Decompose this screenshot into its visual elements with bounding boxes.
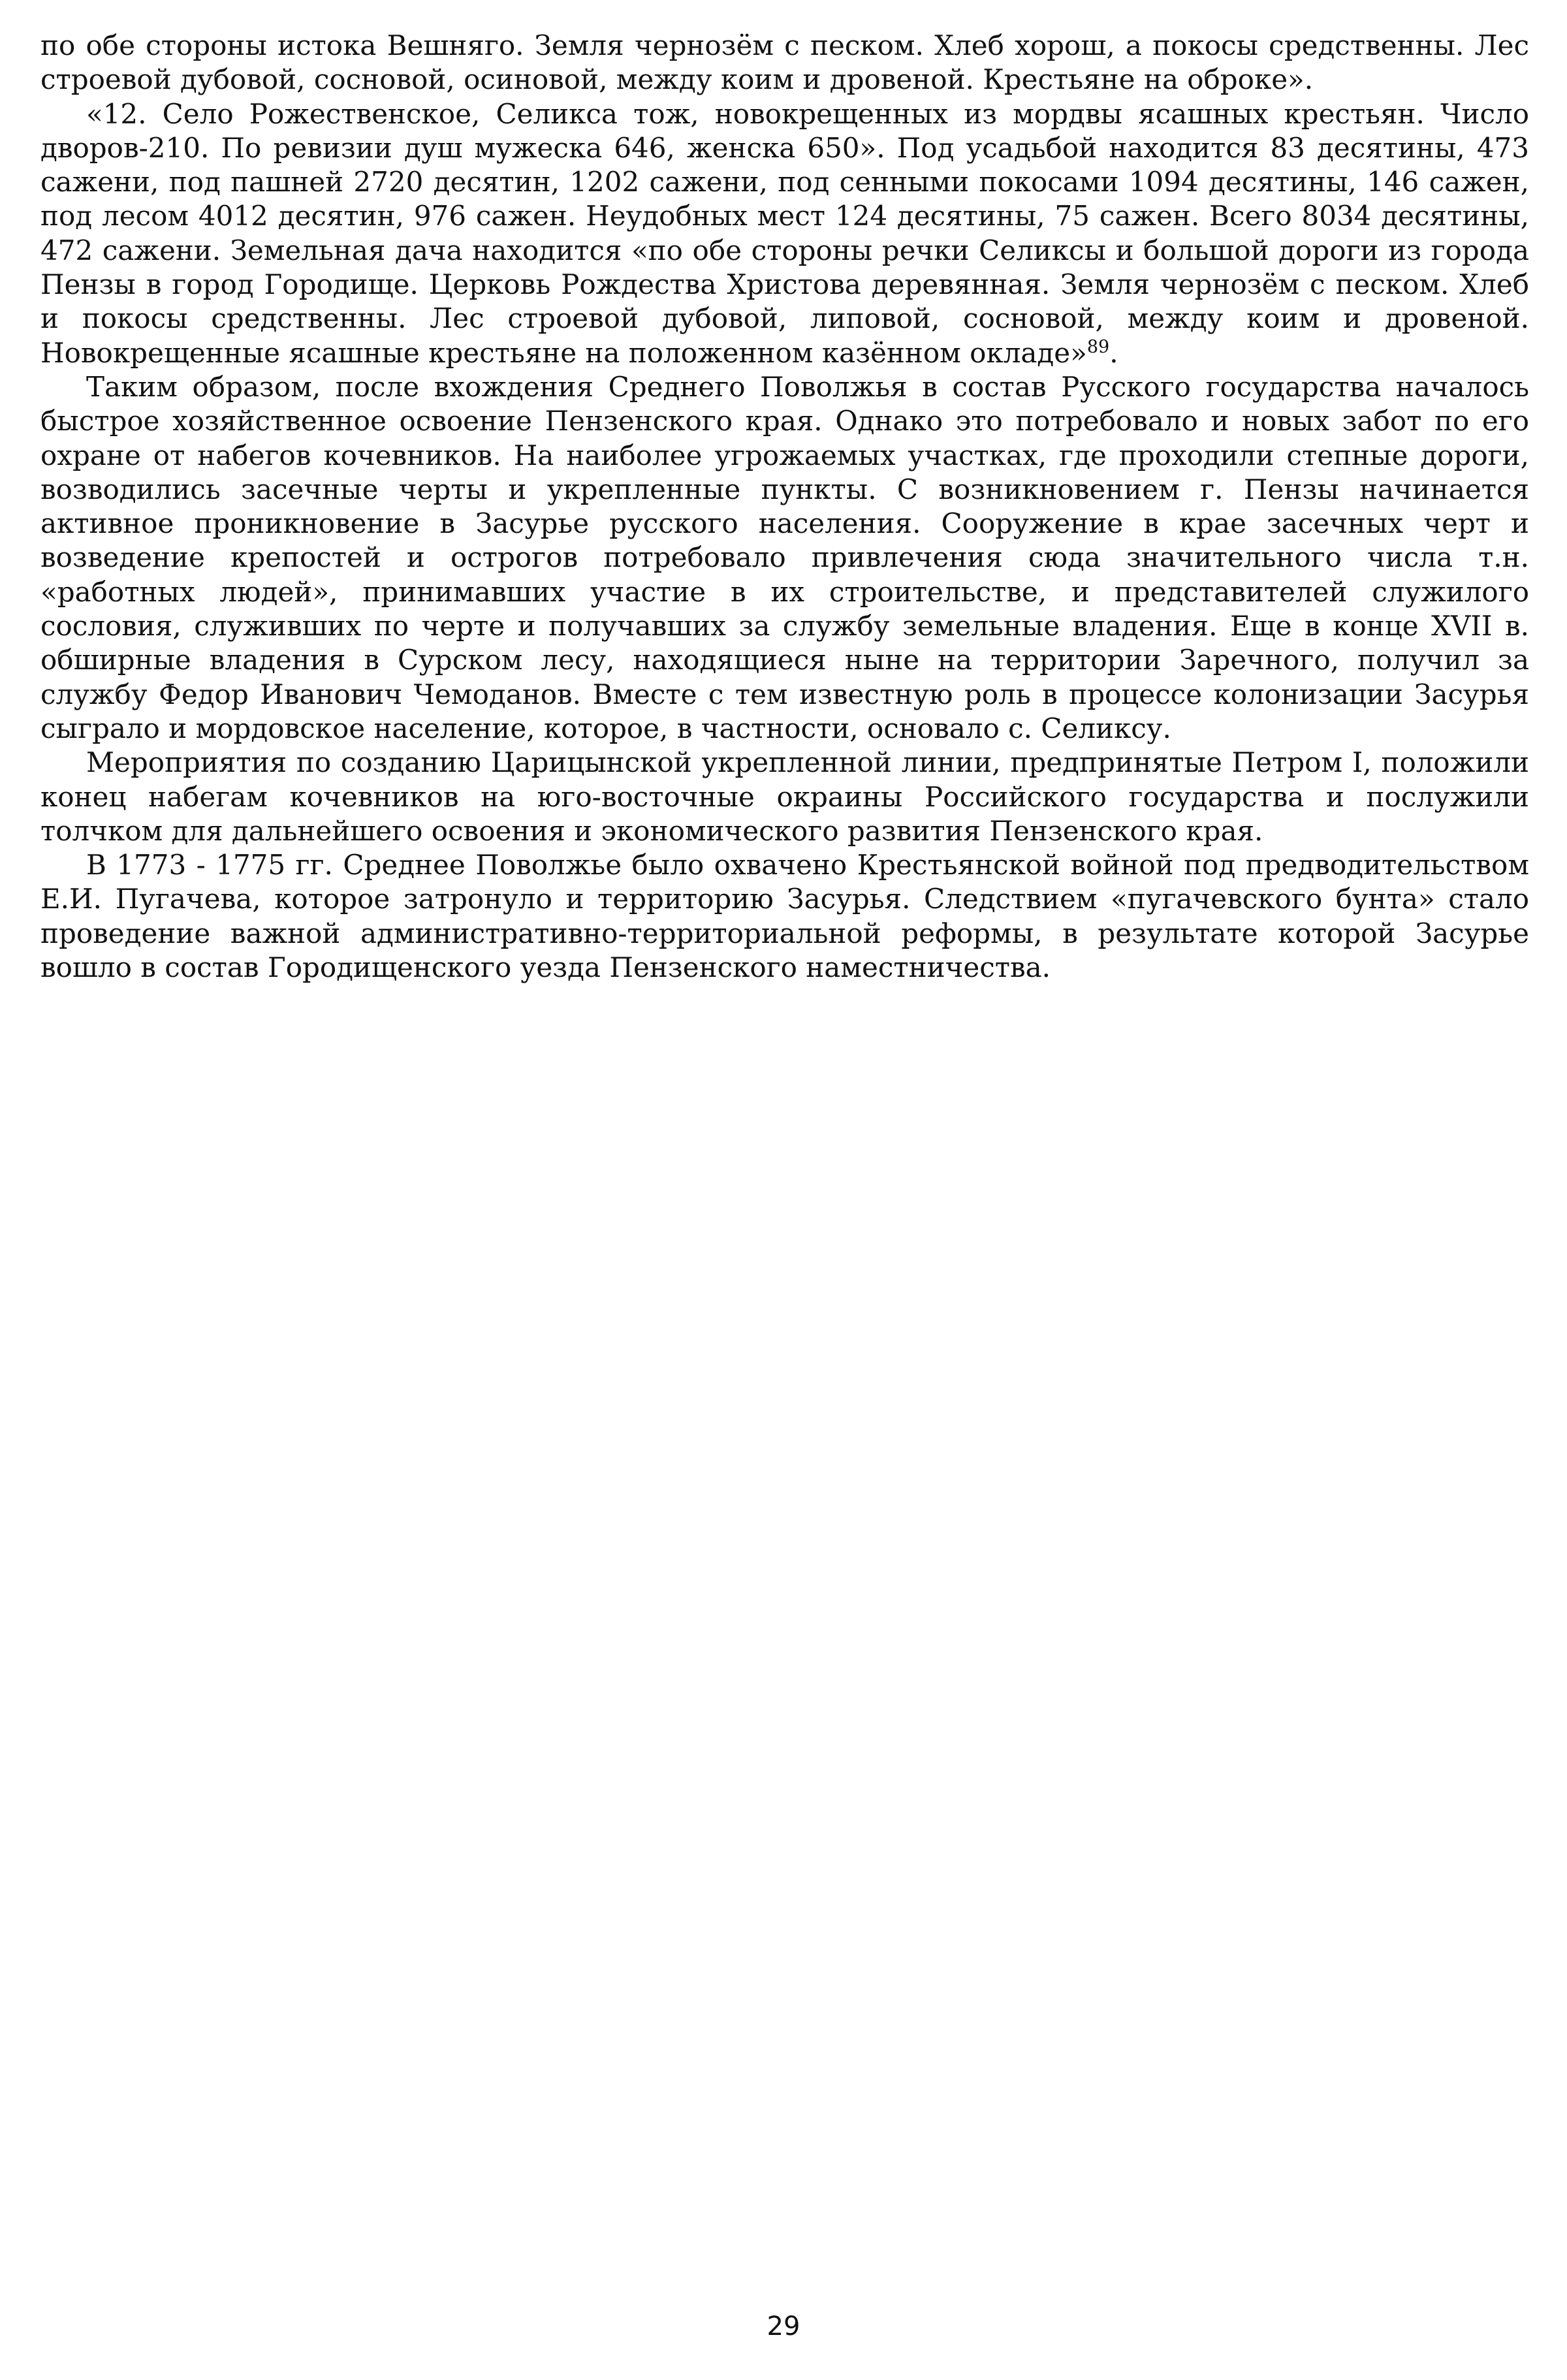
footnote-marker: 89 xyxy=(1086,336,1110,357)
paragraph-2-end: . xyxy=(1109,336,1118,369)
paragraph-3-text: Таким образом, после вхождения Среднего Поволжья в состав Русского государства началось быстрое хозяйственное освоение Пензенского края. Однако это потребовало и новых забот по его охране от набегов кочевников. На наиболее угрожаемых участках, где проходили степные дороги, возводились засечные черты и укрепленные пункты. С возникновением г. Пензы начинается активное проникновение в Засурье русского населения. Сооружение в крае засечных черт и возведение крепостей и острогов потребовало привлечения сюда значительного числа т.н. «работных людей», принимавших участие в их строительстве, и представителей служилого сословия, служивших по черте и получавших за службу земельные владения. Еще в конце XVII в. обширные владения в Сурском лесу, находящиеся ныне на территории Заречного, получил за службу Федор Иванович Чемоданов. Вместе с тем известную роль в процессе колонизации Засурья сыграло и мордовское население, которое, в частности, основало с. Селиксу. xyxy=(40,370,1529,744)
paragraph-4 xyxy=(40,746,1529,848)
paragraph-5-text: В 1773 - 1775 гг. Среднее Поволжье было охвачено Крестьянской войной под предводительством Е.И. Пугачева, которое затронуло и территорию Засурья. Следствием «пугачевского бунта» стало проведение важной административно-территориальной реформы, в результате которой Засурье вошло в состав Городищенского уезда Пензенского наместничества. xyxy=(40,849,1529,984)
page-number: 29 xyxy=(767,2311,800,2341)
paragraph-4-text: Мероприятия по созданию Царицынской укрепленной линии, предпринятые Петром I, положили конец набегам кочевников на юго-восточные окраины Российского государства и послужили толчком для дальнейшего освоения и экономического развития Пензенского края. xyxy=(40,746,1529,847)
paragraph-1-text: по обе стороны истока Вешняго. Земля чернозём с песком. Хлеб хорош, а покосы средственны. Лес строевой дубовой, сосновой, осиновой, между коим и дровеной. Крестьяне на оброке». xyxy=(40,29,1529,96)
paragraph-2-text: «12. Село Рожественское, Селикса тож, новокрещенных из мордвы ясашных крестьян. Число дворов-210. По ревизии душ мужеска 646, женска 650». Под усадьбой находится 83 десятины, 473 сажени, под пашней 2720 десятин, 1202 сажени, под сенными покосами 1094 десятины, 146 сажен, под лесом 4012 десятин, 976 сажен. Неудобных мест 124 десятины, 75 сажен. Всего 8034 десятины, 472 сажени. Земельная дача находится «по обе стороны речки Селиксы и большой дороги из города Пензы в город Городище. Церковь Рождества Христова деревянная. Земля чернозём с песком. Хлеб и покосы средственны. Лес строевой дубовой, липовой, сосновой, между коим и дровеной. Новокрещенные ясашные крестьяне на положенном казённом окладе» xyxy=(40,97,1529,369)
page-body xyxy=(40,29,1529,985)
paragraph-2 xyxy=(40,97,1529,370)
paragraph-3 xyxy=(40,370,1529,746)
paragraph-5 xyxy=(40,848,1529,985)
paragraph-1 xyxy=(40,29,1529,97)
